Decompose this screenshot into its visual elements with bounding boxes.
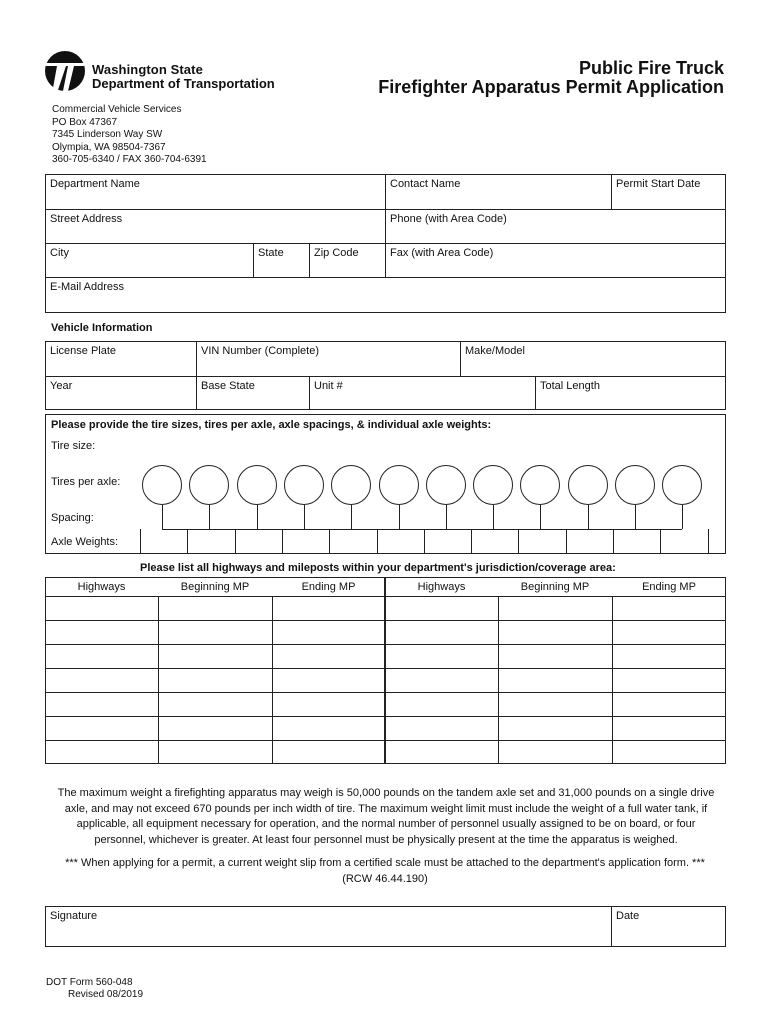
axle-weight-divider — [187, 529, 188, 553]
axle-weight-divider — [471, 529, 472, 553]
street-address-field[interactable] — [45, 209, 385, 243]
wsdot-logo — [44, 50, 86, 92]
spacing-tick — [209, 505, 210, 529]
year-field[interactable] — [45, 376, 196, 410]
agency-name-line2: Department of Transportation — [92, 76, 275, 91]
base-state-field[interactable] — [196, 376, 309, 410]
axle-weight-divider — [282, 529, 283, 553]
rcw-reference: (RCW 46.44.190) — [342, 873, 428, 885]
highway-table-cell[interactable] — [272, 740, 385, 764]
highway-table-cell[interactable] — [498, 716, 612, 740]
zip-label: Zip Code — [314, 247, 359, 259]
header-ending-mp: Ending MP — [301, 581, 356, 593]
email-field[interactable] — [45, 277, 726, 313]
street-address-label: Street Address — [50, 213, 123, 225]
total-length-field[interactable] — [535, 376, 726, 410]
signature-field[interactable] — [45, 906, 611, 947]
weight-limit-paragraph: The maximum weight a firefighting apparatus may weigh is 50,000 pounds on the tandem axle set and 31,000 pounds on a single drive axle, and may not exceed 670 pounds per inch width of tire. The maximum weight limit must include the weight of a full water tank, if applicable, all equipment necessary for operation, and the normal number of personnel usually assigned to be on board, or four personnel, whichever is greater. At least four personnel must be physically present at the time the apparatus is weighed. — [57, 787, 715, 846]
spacing-tick — [399, 505, 400, 529]
highway-table-cell[interactable] — [385, 644, 498, 668]
header-highways: Highways — [417, 581, 466, 593]
department-name-field[interactable] — [45, 174, 385, 209]
unit-label: Unit # — [314, 380, 343, 392]
highway-table-cell[interactable] — [612, 620, 726, 644]
header-beginning-mp: Beginning MP — [180, 581, 250, 593]
highway-table-cell[interactable] — [498, 692, 612, 716]
highway-table-cell[interactable] — [158, 692, 272, 716]
highway-table-cell[interactable] — [272, 692, 385, 716]
axle-weight-divider — [566, 529, 567, 553]
tire-size-label: Tire size: — [51, 440, 96, 452]
address-line: 360-705-6340 / FAX 360-704-6391 — [52, 154, 207, 165]
permit-start-date-field[interactable] — [611, 174, 726, 209]
axle-weight-divider — [518, 529, 519, 553]
header-beginning-mp: Beginning MP — [520, 581, 590, 593]
address-line: Olympia, WA 98504-7367 — [52, 141, 166, 153]
date-field[interactable] — [611, 906, 726, 947]
highway-table-cell[interactable] — [158, 740, 272, 764]
form-revised: Revised 08/2019 — [68, 989, 144, 1000]
highway-table-cell[interactable] — [385, 596, 498, 620]
tire-circle[interactable] — [142, 465, 182, 505]
license-plate-field[interactable] — [45, 341, 196, 376]
tire-circle[interactable] — [331, 465, 371, 505]
tires-per-axle-label: Tires per axle: — [51, 476, 121, 488]
agency-address — [52, 104, 207, 167]
axle-weight-divider — [613, 529, 614, 553]
year-label: Year — [50, 380, 73, 392]
address-line: Commercial Vehicle Services — [52, 104, 182, 115]
highway-table-cell[interactable] — [158, 596, 272, 620]
highway-table-cell[interactable] — [45, 620, 158, 644]
address-line: PO Box 47367 — [52, 116, 118, 128]
highway-table-cell[interactable] — [158, 716, 272, 740]
base-state-label: Base State — [201, 380, 255, 392]
department-name-label: Department Name — [50, 178, 140, 190]
phone-field[interactable] — [385, 209, 726, 243]
axle-weight-divider — [424, 529, 425, 553]
highway-table-cell[interactable] — [272, 620, 385, 644]
spacing-tick — [351, 505, 352, 529]
highway-table-cell[interactable] — [272, 644, 385, 668]
axle-weight-divider — [140, 529, 141, 553]
tire-circle[interactable] — [568, 465, 608, 505]
spacing-tick — [493, 505, 494, 529]
vin-field[interactable] — [196, 341, 460, 376]
highway-table-cell[interactable] — [45, 692, 158, 716]
spacing-tick — [446, 505, 447, 529]
highway-table-cell[interactable] — [45, 596, 158, 620]
city-label: City — [50, 247, 69, 259]
highway-table-cell[interactable] — [272, 668, 385, 692]
tire-circle[interactable] — [379, 465, 419, 505]
form-number: DOT Form 560-048 — [46, 977, 133, 988]
highway-table-cell[interactable] — [272, 596, 385, 620]
highway-table-cell[interactable] — [385, 668, 498, 692]
highway-table-cell[interactable] — [612, 668, 726, 692]
highway-table-cell[interactable] — [612, 740, 726, 764]
total-length-label: Total Length — [540, 380, 600, 392]
signature-label: Signature — [50, 910, 98, 922]
spacing-tick — [540, 505, 541, 529]
highway-table-cell[interactable] — [45, 716, 158, 740]
highway-table-cell[interactable] — [498, 644, 612, 668]
state-field[interactable] — [253, 243, 309, 277]
address-line: 7345 Linderson Way SW — [52, 129, 163, 140]
highway-table-cell[interactable] — [385, 716, 498, 740]
highway-table-cell[interactable] — [498, 740, 612, 764]
agency-name-line1: Washington State — [92, 62, 203, 77]
state-label: State — [258, 247, 284, 259]
unit-field[interactable] — [309, 376, 535, 410]
highway-table-cell[interactable] — [385, 620, 498, 644]
axle-instruction: Please provide the tire sizes, tires per axle, axle spacings, & individual axle weights: — [51, 419, 492, 431]
weight-slip-note: *** When applying for a permit, a current weight slip from a certified scale must be attached to the department's application form. *** — [65, 857, 705, 869]
highway-table-cell[interactable] — [272, 716, 385, 740]
highway-table-cell[interactable] — [498, 620, 612, 644]
make-model-field[interactable] — [460, 341, 726, 376]
highway-table-cell[interactable] — [158, 644, 272, 668]
axle-weights-label: Axle Weights: — [51, 536, 119, 548]
spacing-tick — [682, 505, 683, 529]
spacing-tick — [257, 505, 258, 529]
axle-weight-divider — [235, 529, 236, 553]
spacing-tick — [588, 505, 589, 529]
highway-table-cell[interactable] — [385, 692, 498, 716]
email-label: E-Mail Address — [50, 281, 124, 293]
spacing-tick — [635, 505, 636, 529]
header-highways: Highways — [77, 581, 126, 593]
tire-circle[interactable] — [237, 465, 277, 505]
highway-table-cell[interactable] — [498, 668, 612, 692]
wsdot-logo-icon — [44, 50, 86, 92]
axle-weight-divider — [708, 529, 709, 553]
city-field[interactable] — [45, 243, 253, 277]
spacing-label: Spacing: — [51, 512, 94, 524]
license-plate-label: License Plate — [50, 345, 117, 357]
tire-circle[interactable] — [284, 465, 324, 505]
spacing-line — [162, 529, 682, 530]
make-model-label: Make/Model — [465, 345, 525, 357]
page-title-line2: Firefighter Apparatus Permit Application — [378, 77, 724, 97]
vin-label: VIN Number (Complete) — [201, 345, 319, 357]
tire-circle[interactable] — [426, 465, 466, 505]
highway-table-cell[interactable] — [612, 596, 726, 620]
highway-table-cell[interactable] — [158, 620, 272, 644]
highways-instruction: Please list all highways and mileposts within your department's jurisdiction/coverage area: — [140, 562, 616, 574]
axle-weight-divider — [377, 529, 378, 553]
highway-table-cell[interactable] — [612, 716, 726, 740]
highway-table-cell[interactable] — [45, 644, 158, 668]
header-ending-mp: Ending MP — [642, 581, 696, 593]
date-label: Date — [616, 910, 640, 922]
page-title-line1: Public Fire Truck — [578, 58, 724, 78]
zip-field[interactable] — [309, 243, 385, 277]
contact-name-field[interactable] — [385, 174, 611, 209]
spacing-tick — [304, 505, 305, 529]
fax-label: Fax (with Area Code) — [390, 247, 494, 259]
vehicle-info-heading: Vehicle Information — [51, 322, 153, 334]
spacing-tick — [162, 505, 163, 529]
highway-table-cell[interactable] — [45, 668, 158, 692]
highway-table-cell[interactable] — [45, 740, 158, 764]
phone-label: Phone (with Area Code) — [390, 213, 507, 225]
highway-table-cell[interactable] — [612, 692, 726, 716]
tire-circle[interactable] — [473, 465, 513, 505]
highway-table-cell[interactable] — [498, 596, 612, 620]
contact-name-label: Contact Name — [390, 178, 461, 190]
fax-field[interactable] — [385, 243, 726, 277]
axle-weight-divider — [660, 529, 661, 553]
highway-table-cell[interactable] — [612, 644, 726, 668]
permit-start-date-label: Permit Start Date — [616, 178, 701, 190]
highway-table-cell[interactable] — [385, 740, 498, 764]
axle-weight-divider — [329, 529, 330, 553]
tire-circle[interactable] — [615, 465, 655, 505]
highway-table-cell[interactable] — [158, 668, 272, 692]
